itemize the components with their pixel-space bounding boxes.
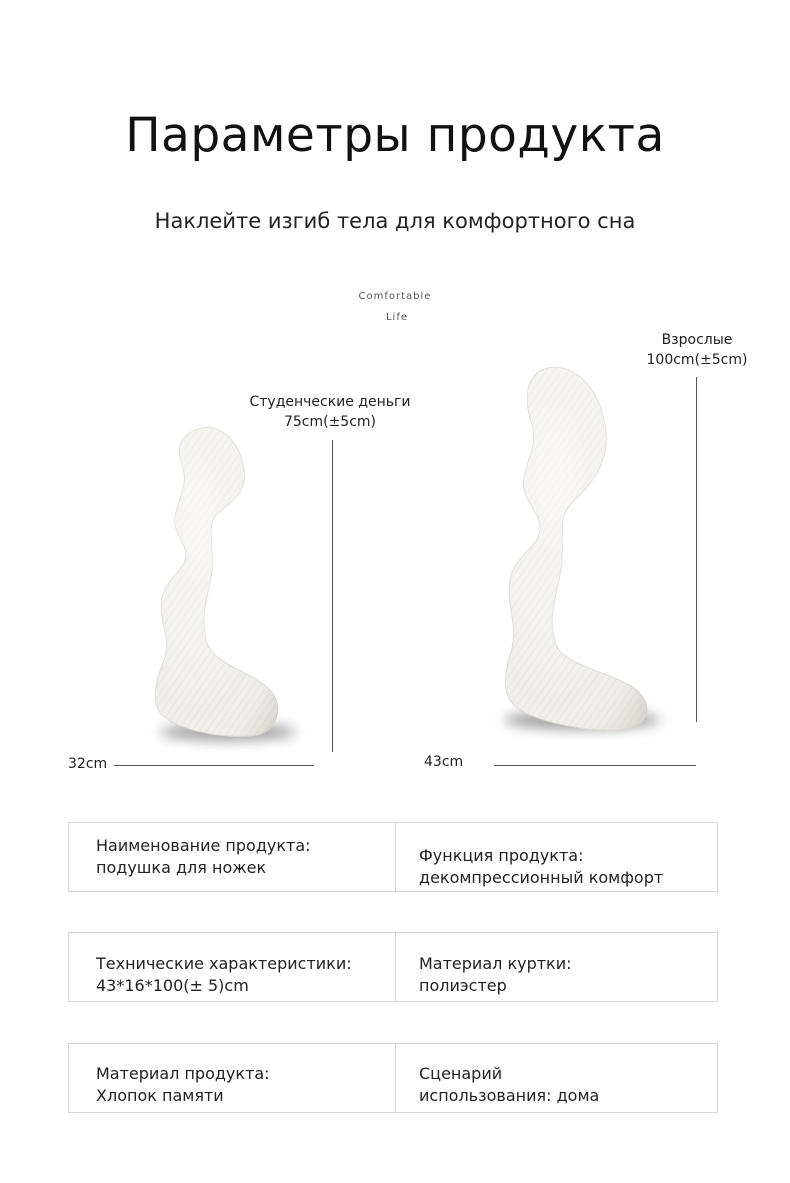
brand-text-line-2: Life [385, 312, 409, 323]
spec-value: использования: дома [419, 1086, 600, 1105]
spec-label: Функция продукта: [419, 846, 584, 865]
adult-height-line [696, 377, 697, 722]
spec-value: Хлопок памяти [96, 1086, 224, 1105]
spec-dimensions [96, 953, 386, 997]
spec-value: 43*16*100(± 5)cm [96, 976, 249, 995]
spec-divider [395, 823, 396, 891]
spec-value: подушка для ножек [96, 858, 267, 877]
spec-label: Наименование продукта: [96, 836, 311, 855]
small-pillow [155, 427, 277, 736]
student-width-label: 32cm [68, 756, 108, 772]
student-size-name: Студенческие деньги [249, 394, 411, 410]
spec-product-material [96, 1063, 386, 1107]
spec-label: Материал продукта: [96, 1064, 270, 1083]
page-title: Параметры продукта [125, 108, 665, 163]
adult-width-label: 43cm [424, 754, 464, 770]
spec-usage-scenario [419, 1063, 709, 1107]
spec-row-1 [68, 822, 718, 892]
spec-label: Технические характеристики: [96, 954, 352, 973]
spec-row-3 [68, 1043, 718, 1113]
student-size-length: 75cm(±5cm) [283, 414, 377, 430]
spec-product-function [419, 845, 709, 889]
page-subtitle: Наклейте изгиб тела для комфортного сна [154, 209, 636, 233]
spec-value: декомпрессионный комфорт [419, 868, 664, 887]
adult-size-length: 100cm(±5cm) [646, 352, 748, 368]
brand-text-line-1: Comfortable [358, 291, 432, 302]
spec-label: Сценарий [419, 1064, 503, 1083]
student-width-line [114, 765, 314, 766]
spec-divider [395, 1044, 396, 1112]
student-height-line [332, 440, 333, 752]
adult-width-line [494, 765, 696, 766]
spec-divider [395, 933, 396, 1001]
large-pillow [505, 367, 647, 730]
spec-product-name [96, 835, 386, 879]
adult-size-name: Взрослые [661, 332, 733, 348]
spec-value: полиэстер [419, 976, 507, 995]
spec-row-2 [68, 932, 718, 1002]
spec-cover-material [419, 953, 709, 997]
spec-label: Материал куртки: [419, 954, 572, 973]
